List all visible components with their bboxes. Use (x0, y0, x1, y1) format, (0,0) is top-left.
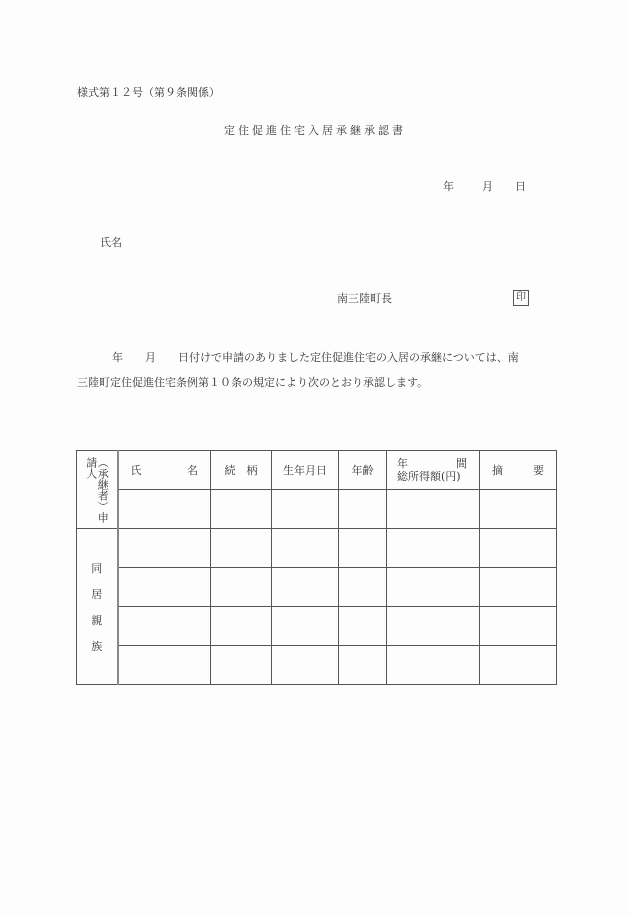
form-number: 様式第１２号（第９条関係） (77, 86, 220, 99)
header-remarks (480, 451, 557, 490)
family-age-cell[interactable] (339, 529, 387, 568)
header-age: 年齢 (339, 451, 387, 490)
date-month-label: 月 (482, 180, 493, 193)
applicant-group-cell (77, 451, 118, 529)
header-income-top-right: 間 (456, 456, 467, 470)
family-remarks-cell[interactable] (480, 529, 557, 568)
family-label-char: 親 (91, 613, 103, 627)
header-income-bottom: 総所得額(円) (397, 470, 461, 483)
applicant-row (77, 490, 557, 529)
applicant-remarks-cell[interactable] (480, 490, 557, 529)
family-label-char: 同 (91, 561, 103, 575)
family-row (77, 646, 557, 685)
header-name (118, 451, 211, 490)
applicant-income-cell[interactable] (387, 490, 480, 529)
applicant-age-cell[interactable] (339, 490, 387, 529)
family-birthdate-cell[interactable] (272, 568, 339, 607)
header-birthdate: 生年月日 (272, 451, 339, 490)
date-year-label: 年 (443, 180, 454, 193)
body-text-line2: 三陸町定住促進住宅条例第１０条の規定により次のとおり承認します。 (77, 376, 429, 389)
family-name-cell[interactable] (118, 607, 211, 646)
family-relationship-cell[interactable] (211, 529, 272, 568)
header-income-top-left: 年 (397, 456, 408, 470)
family-relationship-cell[interactable] (211, 568, 272, 607)
family-income-cell[interactable] (387, 607, 480, 646)
header-name-left: 氏 (130, 464, 142, 477)
family-remarks-cell[interactable] (480, 646, 557, 685)
document-title: 定住促進住宅入居承継承認書 (224, 124, 406, 137)
family-birthdate-cell[interactable] (272, 607, 339, 646)
family-row (77, 529, 557, 568)
family-age-cell[interactable] (339, 607, 387, 646)
header-remarks-left: 摘 (492, 464, 503, 477)
family-row (77, 607, 557, 646)
family-name-cell[interactable] (118, 529, 211, 568)
issuer-name: 南三陸町長 (337, 292, 392, 305)
family-label-char: 族 (91, 639, 103, 653)
family-name-cell[interactable] (118, 646, 211, 685)
date-day-label: 日 (515, 180, 526, 193)
family-income-cell[interactable] (387, 646, 480, 685)
header-relationship: 続 柄 (211, 451, 272, 490)
body-month: 月 (145, 351, 156, 364)
applicant-relationship-cell[interactable] (211, 490, 272, 529)
family-income-cell[interactable] (387, 568, 480, 607)
family-group-cell (77, 529, 118, 685)
header-remarks-right: 要 (533, 464, 544, 477)
seal-mark: 印 (513, 290, 529, 306)
header-row (77, 451, 557, 490)
applicant-table (76, 450, 557, 685)
applicant-group-label: （承継者）申請人 (84, 456, 110, 523)
recipient-name-label: 氏名 (100, 236, 122, 249)
family-relationship-cell[interactable] (211, 607, 272, 646)
family-remarks-cell[interactable] (480, 568, 557, 607)
applicant-birthdate-cell[interactable] (272, 490, 339, 529)
header-name-right: 名 (187, 464, 198, 477)
family-age-cell[interactable] (339, 568, 387, 607)
family-row (77, 568, 557, 607)
family-relationship-cell[interactable] (211, 646, 272, 685)
family-income-cell[interactable] (387, 529, 480, 568)
header-income (387, 451, 480, 490)
body-text-line1 (77, 352, 519, 363)
family-birthdate-cell[interactable] (272, 529, 339, 568)
family-group-label (77, 560, 117, 654)
body-rest: 日付けで申請のありました定住促進住宅の入居の承継については、南 (178, 351, 519, 364)
body-year: 年 (112, 351, 123, 364)
family-name-cell[interactable] (118, 568, 211, 607)
family-remarks-cell[interactable] (480, 607, 557, 646)
family-birthdate-cell[interactable] (272, 646, 339, 685)
family-label-char: 居 (91, 587, 103, 601)
family-age-cell[interactable] (339, 646, 387, 685)
applicant-name-cell[interactable] (118, 490, 211, 529)
